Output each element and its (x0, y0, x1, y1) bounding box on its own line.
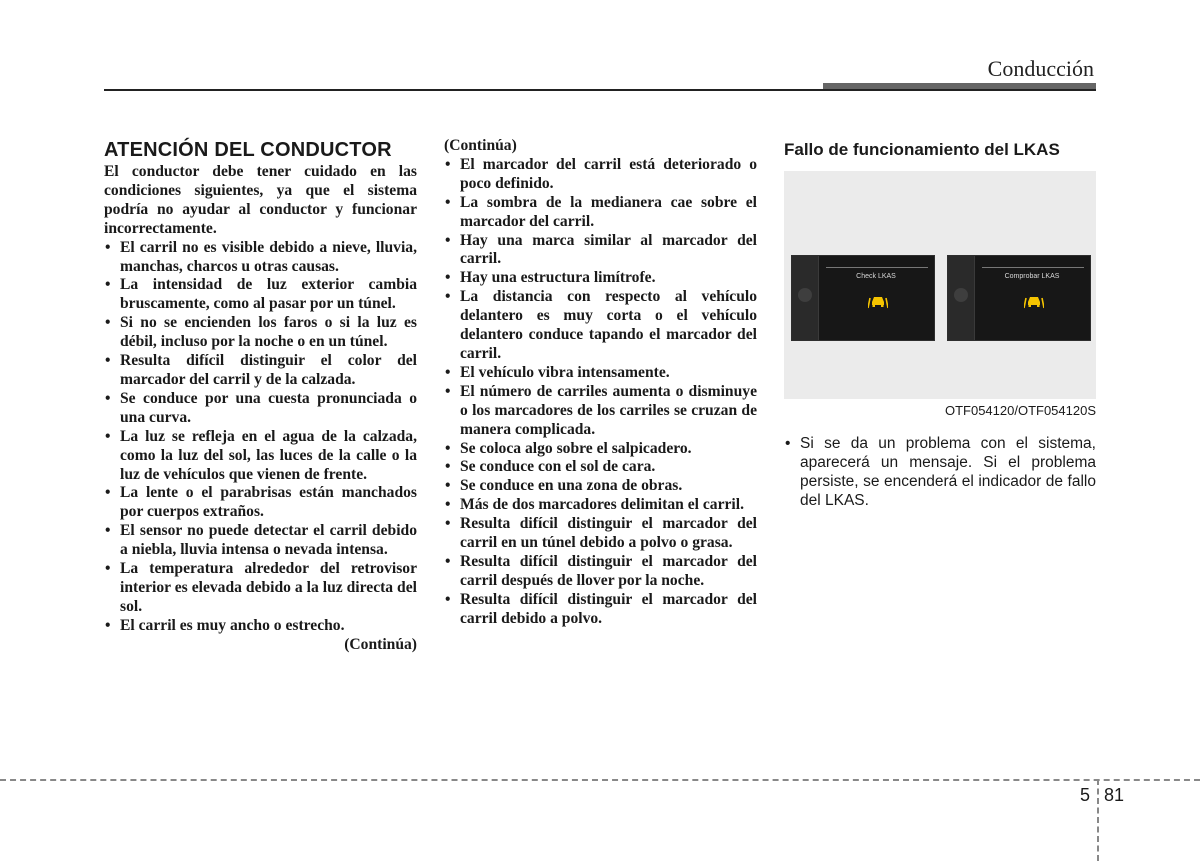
list-item: • Si se da un problema con el sistema, aparecerá un mensaje. Si el problema persiste, se encenderá el indicador de fallo del LKAS. (784, 434, 1096, 510)
list-item: • La temperatura alrededor del retrovisor interior es elevada debido a la luz directa del sol. (104, 560, 417, 617)
list-item: • Hay una estructura limítrofe. (444, 269, 757, 288)
continued-label: (Continúa) (444, 137, 517, 154)
caution-list-2 (444, 156, 757, 629)
list-item: • El carril no es visible debido a nieve, lluvia, manchas, charcos u otras causas. (104, 239, 417, 277)
list-item: • La sombra de la medianera cae sobre el marcador del carril. (444, 194, 757, 232)
list-item: • Si no se encienden los faros o si la luz es débil, incluso por la noche o en un túnel. (104, 314, 417, 352)
column-3 (784, 139, 1096, 510)
dial-icon (798, 288, 812, 302)
list-item: • La luz se refleja en el agua de la calzada, como la luz del sol, las luces de la calle o la luz de vehículos que vienen de frente. (104, 428, 417, 485)
list-item: • Se conduce por una cuesta pronunciada o una curva. (104, 390, 417, 428)
list-item: • La intensidad de luz exterior cambia bruscamente, como al pasar por un túnel. (104, 276, 417, 314)
cluster-screen-es (947, 255, 1091, 341)
footer-vertical-divider (1097, 779, 1099, 861)
list-item: • El sensor no puede detectar el carril debido a niebla, lluvia intensa o nevada intensa. (104, 522, 417, 560)
dial-icon (954, 288, 968, 302)
screen-message: Check LKAS (856, 273, 896, 280)
list-item: • El marcador del carril está deteriorado o poco definido. (444, 156, 757, 194)
list-item: • El vehículo vibra intensamente. (444, 364, 757, 383)
lkas-warning-icon (1024, 294, 1044, 310)
caution-intro: El conductor debe tener cuidado en las condiciones siguientes, ya que el sistema podría no ayudar al conductor y funcionar incorrectamente. (104, 163, 417, 237)
list-item: • Se conduce con el sol de cara. (444, 458, 757, 477)
continued-label: (Continúa) (344, 635, 417, 653)
column-1 (104, 163, 417, 655)
cluster-figure (784, 171, 1096, 399)
malfunction-list (784, 434, 1096, 510)
list-item: • Resulta difícil distinguir el marcador del carril después de llover por la noche. (444, 553, 757, 591)
screen-message: Comprobar LKAS (1004, 273, 1060, 280)
section-heading: Fallo de funcionamiento del LKAS (784, 140, 1060, 159)
list-item: • El número de carriles aumenta o disminuye o los marcadores de los carriles se cruzan de manera complicada. (444, 383, 757, 440)
page-number: 81 (1104, 785, 1125, 805)
list-item: • Se coloca algo sobre el salpicadero. (444, 440, 757, 459)
header-rule (104, 89, 1096, 91)
list-item: • Resulta difícil distinguir el color del marcador del carril y de la calzada. (104, 352, 417, 390)
caution-heading: ATENCIÓN DEL CONDUCTOR (104, 139, 392, 161)
list-item: • Resulta difícil distinguir el marcador del carril en un túnel debido a polvo o grasa. (444, 515, 757, 553)
caution-list-1 (104, 239, 417, 636)
lkas-warning-icon (868, 294, 888, 310)
section-number: 5 (1079, 785, 1090, 805)
footer-divider (0, 779, 1200, 781)
list-item: • Se conduce en una zona de obras. (444, 477, 757, 496)
list-item: • Hay una marca similar al marcador del carril. (444, 232, 757, 270)
list-item: • La distancia con respecto al vehículo delantero es muy corta o el vehículo delantero conduce tapando el marcador del carril. (444, 288, 757, 364)
figure-caption: OTF054120/OTF054120S (944, 403, 1096, 418)
list-item: • El carril es muy ancho o estrecho. (104, 617, 417, 636)
page-header-title: Conducción (987, 56, 1094, 81)
list-item: • La lente o el parabrisas están manchados por cuerpos extraños. (104, 484, 417, 522)
list-item: • Más de dos marcadores delimitan el carril. (444, 496, 757, 515)
cluster-screen-en (791, 255, 935, 341)
list-item: • Resulta difícil distinguir el marcador del carril debido a polvo. (444, 591, 757, 629)
column-2 (444, 137, 757, 629)
